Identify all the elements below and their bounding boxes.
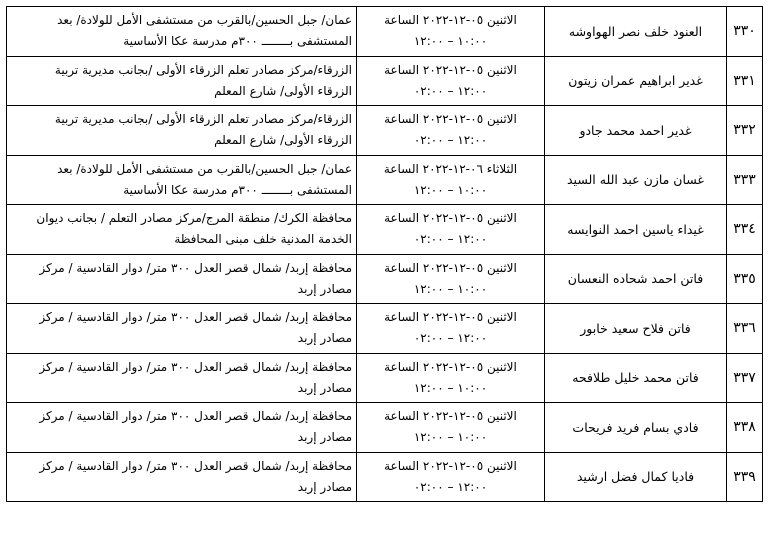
exam-date: الثلاثاء ٠٦-١٢-٢٠٢٢ الساعة <box>383 161 518 176</box>
table-row <box>7 304 763 354</box>
candidate-name: غيداء ياسين احمد النوايسه <box>545 205 727 255</box>
location-line-1: عمان/ جبل الحسين/بالقرب من مستشفى الأمل للولادة/ بعد <box>57 13 352 28</box>
row-number: ٣٣٢ <box>727 106 763 156</box>
table-row <box>7 353 763 403</box>
exam-time: ١٢:٠٠ – ٠٢:٠٠ <box>413 479 488 494</box>
exam-time: ١٠:٠٠ – ١٢:٠٠ <box>413 182 488 197</box>
exam-date-time <box>357 403 545 453</box>
exam-time: ١٢:٠٠ – ٠٢:٠٠ <box>413 83 488 98</box>
exam-date: الاثنين ٠٥-١٢-٢٠٢٢ الساعة <box>384 359 517 374</box>
exam-location <box>7 106 357 156</box>
location-line-2: الزرقاء الأولى/ شارع المعلم <box>214 83 352 98</box>
exam-location <box>7 56 357 106</box>
candidate-name: فاتن فلاح سعيد خابور <box>545 304 727 354</box>
table-row <box>7 254 763 304</box>
exam-location <box>7 205 357 255</box>
exam-location <box>7 254 357 304</box>
exam-date-time <box>357 106 545 156</box>
location-line-2: مصادر إربد <box>297 331 352 346</box>
exam-date-time <box>357 205 545 255</box>
table-row <box>7 205 763 255</box>
exam-time: ١٢:٠٠ – ٠٢:٠٠ <box>413 133 488 148</box>
row-number: ٣٣٦ <box>727 304 763 354</box>
exam-date-time <box>357 56 545 106</box>
location-line-1: محافظة إربد/ شمال قصر العدل ٣٠٠ متر/ دوار القادسية / مركز <box>39 409 352 424</box>
exam-schedule-sheet <box>6 6 762 502</box>
exam-time: ١٠:٠٠ – ١٢:٠٠ <box>413 430 488 445</box>
exam-location <box>7 353 357 403</box>
candidate-name: فاتن محمد خليل طلافحه <box>545 353 727 403</box>
exam-time: ١٢:٠٠ – ٠٢:٠٠ <box>413 331 488 346</box>
exam-date-time <box>357 452 545 502</box>
exam-time: ١٠:٠٠ – ١٢:٠٠ <box>413 34 488 49</box>
exam-time: ١٠:٠٠ – ١٢:٠٠ <box>413 281 488 296</box>
exam-date: الاثنين ٠٥-١٢-٢٠٢٢ الساعة <box>384 13 517 28</box>
candidate-name: غدير ابراهيم عمران زيتون <box>545 56 727 106</box>
row-number: ٣٣٣ <box>727 155 763 205</box>
location-line-1: الزرقاء/مركز مصادر تعلم الزرقاء الأولى /بجانب مديرية تربية <box>54 62 352 77</box>
exam-date-time <box>357 304 545 354</box>
exam-time: ١٢:٠٠ – ٠٢:٠٠ <box>413 232 488 247</box>
location-line-1: عمان/ جبل الحسين/بالقرب من مستشفى الأمل للولادة/ بعد <box>57 161 352 176</box>
location-line-1: محافظة إربد/ شمال قصر العدل ٣٠٠ متر/ دوار القادسية / مركز <box>39 458 352 473</box>
row-number: ٣٣٩ <box>727 452 763 502</box>
location-line-2: مصادر إربد <box>297 380 352 395</box>
location-line-2: مصادر إربد <box>297 430 352 445</box>
schedule-table <box>6 6 763 502</box>
candidate-name: العنود خلف نصر الهواوشه <box>545 7 727 57</box>
row-number: ٣٣٧ <box>727 353 763 403</box>
exam-date: الاثنين ٠٥-١٢-٢٠٢٢ الساعة <box>384 62 517 77</box>
row-number: ٣٣٥ <box>727 254 763 304</box>
table-row <box>7 403 763 453</box>
schedule-table-body <box>7 7 763 502</box>
table-row <box>7 155 763 205</box>
exam-location <box>7 155 357 205</box>
exam-date-time <box>357 155 545 205</box>
location-line-2: مصادر إربد <box>297 479 352 494</box>
exam-date: الاثنين ٠٥-١٢-٢٠٢٢ الساعة <box>384 409 517 424</box>
exam-date-time <box>357 353 545 403</box>
location-line-1: محافظة إربد/ شمال قصر العدل ٣٠٠ متر/ دوار القادسية / مركز <box>39 359 352 374</box>
exam-date: الاثنين ٠٥-١٢-٢٠٢٢ الساعة <box>384 458 517 473</box>
candidate-name: غسان مازن عبد الله السيد <box>545 155 727 205</box>
exam-location <box>7 304 357 354</box>
table-row <box>7 7 763 57</box>
table-row <box>7 106 763 156</box>
candidate-name: غدير احمد محمد جادو <box>545 106 727 156</box>
table-row <box>7 56 763 106</box>
exam-date: الاثنين ٠٥-١٢-٢٠٢٢ الساعة <box>384 112 517 127</box>
exam-location <box>7 452 357 502</box>
location-line-2: المستشفى بــــــــ ٣٠٠م مدرسة عكا الأساسية <box>123 182 352 197</box>
exam-date-time <box>357 7 545 57</box>
location-line-2: الخدمة المدنية خلف مبنى المحافظة <box>174 232 352 247</box>
table-row <box>7 452 763 502</box>
exam-location <box>7 403 357 453</box>
exam-date-time <box>357 254 545 304</box>
exam-time: ١٠:٠٠ – ١٢:٠٠ <box>413 380 488 395</box>
row-number: ٣٣١ <box>727 56 763 106</box>
row-number: ٣٣٤ <box>727 205 763 255</box>
exam-location <box>7 7 357 57</box>
exam-date: الاثنين ٠٥-١٢-٢٠٢٢ الساعة <box>384 260 517 275</box>
location-line-1: محافظة إربد/ شمال قصر العدل ٣٠٠ متر/ دوار القادسية / مركز <box>39 260 352 275</box>
candidate-name: فاديا كمال فضل ارشيد <box>545 452 727 502</box>
exam-date: الاثنين ٠٥-١٢-٢٠٢٢ الساعة <box>384 310 517 325</box>
location-line-1: محافظة الكرك/ منطقة المرج/مركز مصادر التعلم / بجانب ديوان <box>36 211 352 226</box>
location-line-2: مصادر إربد <box>297 281 352 296</box>
location-line-2: الزرقاء الأولى/ شارع المعلم <box>214 133 352 148</box>
location-line-2: المستشفى بــــــــ ٣٠٠م مدرسة عكا الأساسية <box>123 34 352 49</box>
row-number: ٣٣٠ <box>727 7 763 57</box>
location-line-1: محافظة إربد/ شمال قصر العدل ٣٠٠ متر/ دوار القادسية / مركز <box>39 310 352 325</box>
candidate-name: فاتن احمد شحاده النعسان <box>545 254 727 304</box>
location-line-1: الزرقاء/مركز مصادر تعلم الزرقاء الأولى /بجانب مديرية تربية <box>54 112 352 127</box>
row-number: ٣٣٨ <box>727 403 763 453</box>
exam-date: الاثنين ٠٥-١٢-٢٠٢٢ الساعة <box>384 211 517 226</box>
candidate-name: فادي بسام فريد فريحات <box>545 403 727 453</box>
